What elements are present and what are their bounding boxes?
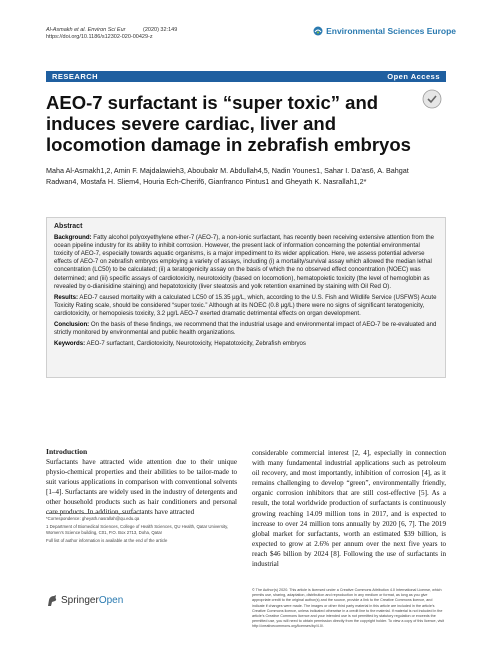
abstract-conclusion: [54, 321, 438, 337]
journal-name: Environmental Sciences Europe: [326, 26, 456, 36]
introduction-heading: Introduction: [46, 447, 88, 456]
abstract-keywords: [54, 340, 438, 348]
correspondence-note[interactable]: *Correspondence: gheyath.nasrallah@qu.edu.qa: [46, 516, 140, 521]
article-title: AEO-7 surfactant is “super toxic” and induces severe cardiac, liver and locomotion damage in zebrafish embryos: [46, 92, 411, 155]
abstract-results: [54, 294, 438, 318]
keywords-label: Keywords:: [54, 340, 86, 348]
results-text: AEO-7 caused mortality with a calculated LC50 of 15.35 µg/L, which, according to the U.S. Fish and Wildlife Service (USFWS) Acute Toxicity Rating scale, should be considered “super toxic.” Although at its NOEC (0.8 µg/L) there were no signs of significant teratogenicity, cardiotoxicity, or hemopoiesis toxicity, 3.2 µg/L AEO-7 exerted dramatic detrimental effects on organ development.: [54, 293, 437, 317]
article-type-label: RESEARCH: [52, 72, 99, 81]
check-for-updates-icon[interactable]: [422, 89, 442, 109]
abstract-background: [54, 234, 438, 291]
header-year-volume: (2020) 32:149: [143, 27, 178, 33]
springer-horse-icon: [46, 594, 58, 607]
running-header: [46, 27, 153, 41]
conclusion-label: Conclusion:: [54, 321, 90, 329]
introduction-column-1: Surfactants have attracted wide attention due to their unique physio-chemical properties and their abilities to be tailor-made to suit various applications in comparison with conventional solvents [1–4]. Surfactants are widely used in the industry of detergents and other household products such as hair conditioners and personal care products. In addition, surfactants have attracted: [46, 458, 237, 517]
background-label: Background:: [54, 234, 92, 242]
ese-logo-icon: [313, 26, 323, 36]
conclusion-text: On the basis of these findings, we recommend that the industrial usage and environmental impact of AEO-7 be re-evaluated and strictly monitored by environmental and public health organizations.: [54, 321, 437, 337]
open-text: Open: [98, 595, 124, 606]
springer-wordmark: [61, 595, 123, 606]
license-text: © The Author(s) 2020. This article is licensed under a Creative Commons Attribution 4.0 International License, which permits use, sharing, adaptation, distribution and reproduction in any medium or format, as long as you give appropriate credit to the original author(s) and the source, provide a link to the Creative Commons licence, and indicate if changes were made. The images or other third party material in this article are included in the article’s Creative Commons licence, unless indicated otherwise in a credit line to the material. If material is not included in the article’s Creative Commons licence and your intended use is not permitted by statutory regulation or exceeds the permitted use, you will need to obtain permission directly from the copyright holder. To view a copy of this licence, visit http://creativecommons.org/licenses/by/4.0/.: [252, 588, 444, 629]
article-type-band: [46, 71, 446, 82]
results-label: Results:: [54, 293, 79, 301]
keywords-text: AEO-7 surfactant, Cardiotoxicity, Neurotoxicity, Hepatotoxicity, Zebrafish embryos: [86, 340, 306, 348]
publisher-logo[interactable]: [46, 594, 123, 607]
introduction-column-2: considerable commercial interest [2, 4], especially in connection with many fundamental industrial applications such as petroleum oil recovery, and most importantly, inhibition of corrosion [4], as it remains challenging to develop “green”, environmentally friendly, organic corrosion inhibitors that are still cost-effective [5]. As a result, the total worldwide production of surfactants is continuously growing reaching 14.09 million tons in 2017, and is expected to increase to over 24 million tons annually by 2020 [6, 7]. The 2019 global market for surfactants, worth an estimated $39 billion, is expected to grow at 2.6% per annum over the next five years to reach $46 billion by 2024 [8]. Following the use of surfactants in industrial: [252, 449, 446, 569]
background-text: Fatty alcohol polyoxyethylene ether-7 (AEO-7), a non-ionic surfactant, has recently been receiving extensive attention from the ocean pipeline industry for its ability to inhibit corrosion. However, the present lack of information concerning the potential environmental toxicity of AEO-7, especially towards aquatic organisms, is a major impediment to its wider application. Here, we assess potential adverse effects of AEO-7 on zebrafish embryos employing a variety of assays, including (i) a mortality/survival assay which allowed the median lethal concentration (LC50) to be calculated; (ii) a teratogenicity assay on the basis of which the no observed effect concentration (NOEC) was determined; and (iii) specific assays of cardiotoxicity, neurotoxicity (based on locomotion), hematopoietic toxicity (the level of hemoglobin as revealed by o-dianisidine staining) and hepatotoxicity (liver steatosis and yolk retention examined by staining with Oil Red O).: [54, 234, 435, 290]
springer-text: Springer: [61, 595, 99, 606]
footnote-divider: [46, 513, 141, 514]
journal-brand[interactable]: [313, 26, 456, 36]
footnotes: [46, 516, 236, 546]
abstract-heading: Abstract: [54, 223, 83, 230]
open-access-label: Open Access: [387, 72, 440, 81]
affiliation-note: 1 Department of Biomedical Sciences, College of Health Sciences, QU Health, Qatar University, Women’s Science building, C01, P.O. Box 2713, Doha, Qatar: [46, 524, 229, 535]
header-doi-link[interactable]: https://doi.org/10.1186/s12302-020-00429-z: [46, 34, 153, 40]
abstract-box: [46, 217, 446, 378]
author-list: Maha Al-Asmakh1,2, Amin F. Majdalawieh3, Aboubakr M. Abdullah4,5, Nadin Younes1, Sahar I. Da’as6, A. Bahgat Radwan4, Mostafa H. Sliem4, Houria Ech-Cherif6, Gianfranco Pintus1 and Gheyath K. Nasrallah1,2*: [46, 166, 409, 186]
header-citation: Al-Asmakh et al. Environ Sci Eur: [46, 27, 126, 33]
author-info-note: Full list of author information is available at the end of the article: [46, 538, 168, 543]
